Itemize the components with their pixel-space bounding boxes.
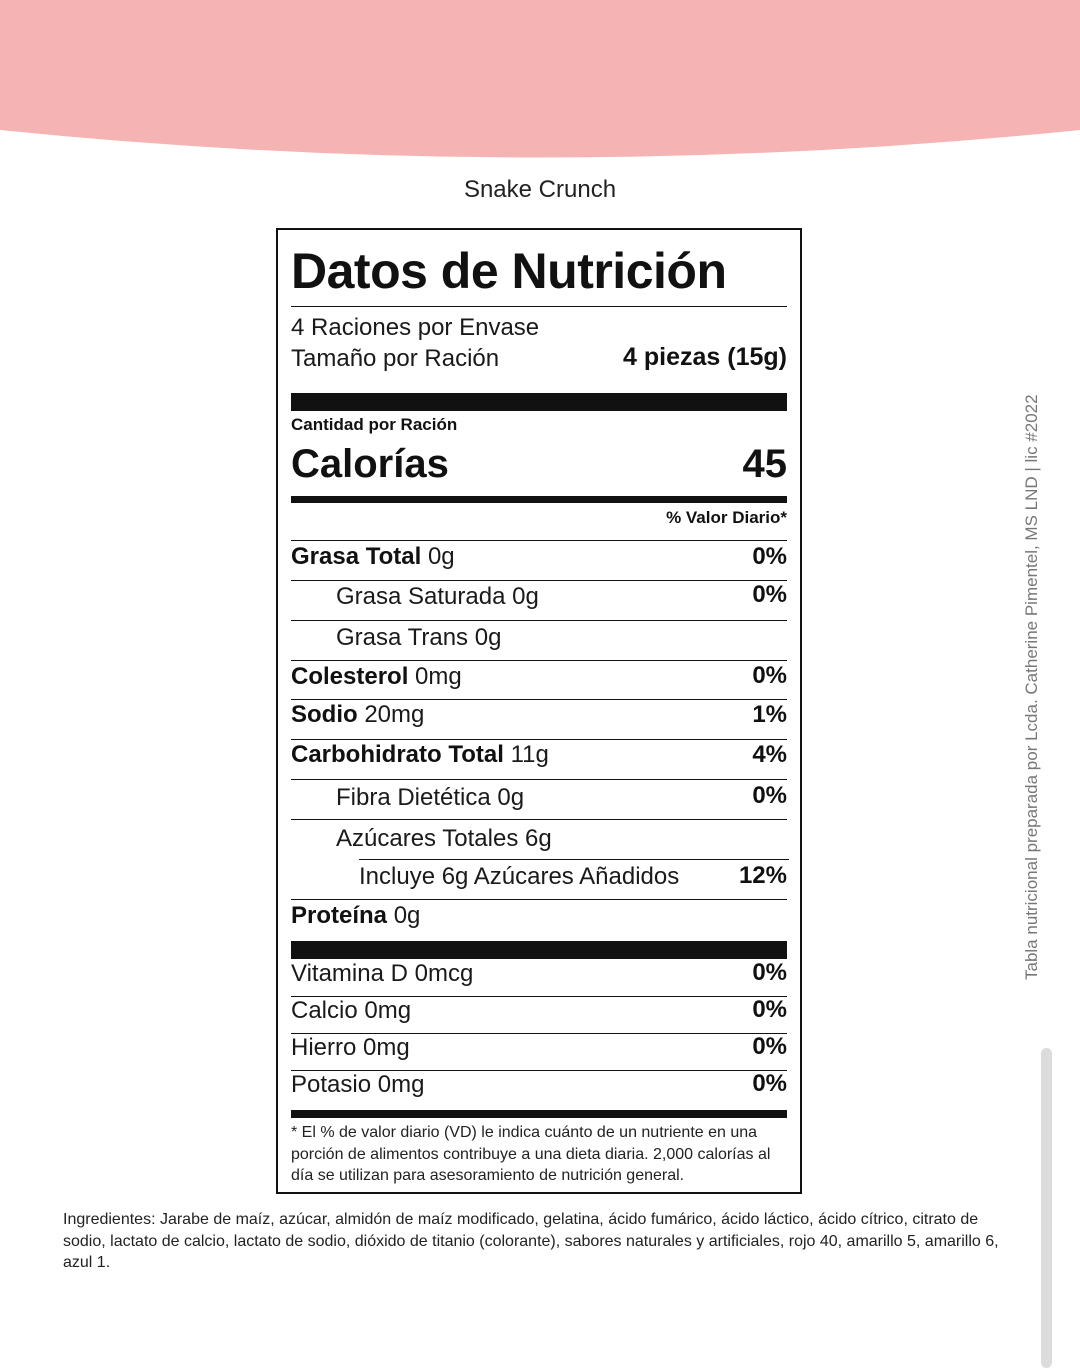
vitamin-amount: 0mg	[377, 1071, 425, 1098]
nutrient-dv: 0%	[752, 662, 787, 689]
nutrient-name: Grasa Trans	[336, 624, 469, 651]
divider	[291, 699, 787, 700]
calories-label: Calorías	[291, 442, 449, 486]
pink-header-banner	[0, 0, 1080, 170]
ingredients-text: Ingredientes: Jarabe de maíz, azúcar, almidón de maíz modificado, gelatina, ácido fumárico, ácido láctico, ácido cítrico, citrato de sodio, lactato de calcio, lactato de sodio, dióxido de titanio (colorante), sabores naturales y artificiales, rojo 40, amarillo 5, amarillo 6, azul 1.	[63, 1211, 999, 1271]
vitamin-row	[291, 960, 473, 988]
daily-value-header: % Valor Diario*	[666, 508, 787, 527]
divider	[291, 779, 787, 780]
nutrient-dv: 1%	[752, 701, 787, 728]
thick-divider	[291, 393, 787, 411]
divider	[291, 306, 787, 307]
medium-divider	[291, 1110, 787, 1118]
nutrient-name: Carbohidrato Total	[291, 741, 504, 768]
divider	[291, 899, 787, 900]
nutrient-dv: 12%	[738, 862, 787, 889]
nutrient-row	[359, 863, 679, 891]
nutrient-row	[291, 701, 424, 729]
divider	[291, 580, 787, 581]
nutrient-amount: 0g	[427, 543, 455, 570]
vitamin-amount: 0mg	[363, 1034, 410, 1061]
nutrient-row	[291, 663, 462, 691]
thick-divider	[291, 941, 787, 959]
nutrient-dv: 0%	[752, 543, 787, 570]
servings-per-container: 4 Raciones por Envase	[291, 314, 540, 341]
nutrient-amount: 0g	[512, 583, 539, 610]
divider	[291, 660, 787, 661]
vitamin-row	[291, 997, 411, 1025]
nutrition-facts-label	[276, 228, 802, 1194]
nutrient-name: Grasa Saturada	[336, 583, 506, 610]
nutrient-row	[291, 741, 549, 769]
scrollbar[interactable]	[1041, 1048, 1052, 1368]
serving-size-label: Tamaño por Ración	[291, 345, 500, 372]
nutrient-name: Sodio	[291, 701, 358, 728]
divider	[359, 859, 789, 860]
serving-size-value: 4 piezas (15g)	[623, 343, 787, 371]
nutrient-amount: 0g	[497, 784, 525, 811]
nutrient-row	[336, 583, 539, 611]
vitamin-amount: 0mcg	[414, 960, 474, 987]
vitamin-dv: 0%	[752, 959, 787, 986]
nutrient-name: Colesterol	[291, 663, 409, 690]
nutrient-amount: 20mg	[364, 701, 425, 728]
nutrient-name: Azúcares Totales	[336, 825, 519, 852]
vitamin-name: Calcio	[291, 997, 358, 1024]
nutrient-amount: 6g	[525, 825, 552, 852]
medium-divider	[291, 496, 787, 503]
nutrient-name: Grasa Total	[291, 543, 422, 570]
nutrient-amount: 0mg	[415, 663, 462, 690]
vitamin-dv: 0%	[752, 1070, 787, 1097]
divider	[291, 540, 787, 541]
credit-text: Tabla nutricional preparada por Lcda. Catherine Pimentel, MS LND | lic #2022	[1022, 394, 1041, 980]
nutrient-row	[291, 543, 455, 571]
divider	[291, 819, 787, 820]
vitamin-name: Hierro	[291, 1034, 357, 1061]
vitamin-name: Potasio	[291, 1071, 372, 1098]
nutrient-row	[291, 902, 420, 930]
product-name: Snake Crunch	[463, 176, 617, 203]
vitamin-row	[291, 1034, 410, 1062]
nutrient-dv: 0%	[752, 581, 787, 608]
amount-per-serving: Cantidad por Ración	[291, 415, 458, 434]
divider	[291, 620, 787, 621]
divider	[291, 739, 787, 740]
label-title: Datos de Nutrición	[291, 243, 727, 299]
nutrient-amount: 11g	[510, 741, 549, 768]
nutrient-row	[336, 624, 501, 652]
vitamin-dv: 0%	[752, 996, 787, 1023]
vitamin-amount: 0mg	[364, 997, 412, 1024]
nutrient-amount: 0g	[474, 624, 502, 651]
nutrient-dv: 4%	[752, 741, 787, 768]
nutrient-name: Incluye 6g Azúcares Añadidos	[359, 863, 680, 890]
nutrient-row	[336, 825, 552, 853]
nutrient-dv: 0%	[752, 782, 787, 809]
vitamin-name: Vitamina D	[291, 960, 408, 987]
daily-value-footnote: * El % de valor diario (VD) le indica cuánto de un nutriente en una porción de alimentos contribuye a una dieta diaria. 2,000 calorías al día se utilizan para asesoramiento de nutrición general.	[291, 1124, 771, 1184]
nutrient-row	[336, 784, 524, 812]
vitamin-dv: 0%	[752, 1033, 787, 1060]
nutrient-name: Fibra Dietética	[336, 784, 491, 811]
calories-value: 45	[742, 442, 787, 486]
nutrient-amount: 0g	[393, 902, 421, 929]
nutrient-name: Proteína	[291, 902, 388, 929]
vitamin-row	[291, 1071, 424, 1099]
